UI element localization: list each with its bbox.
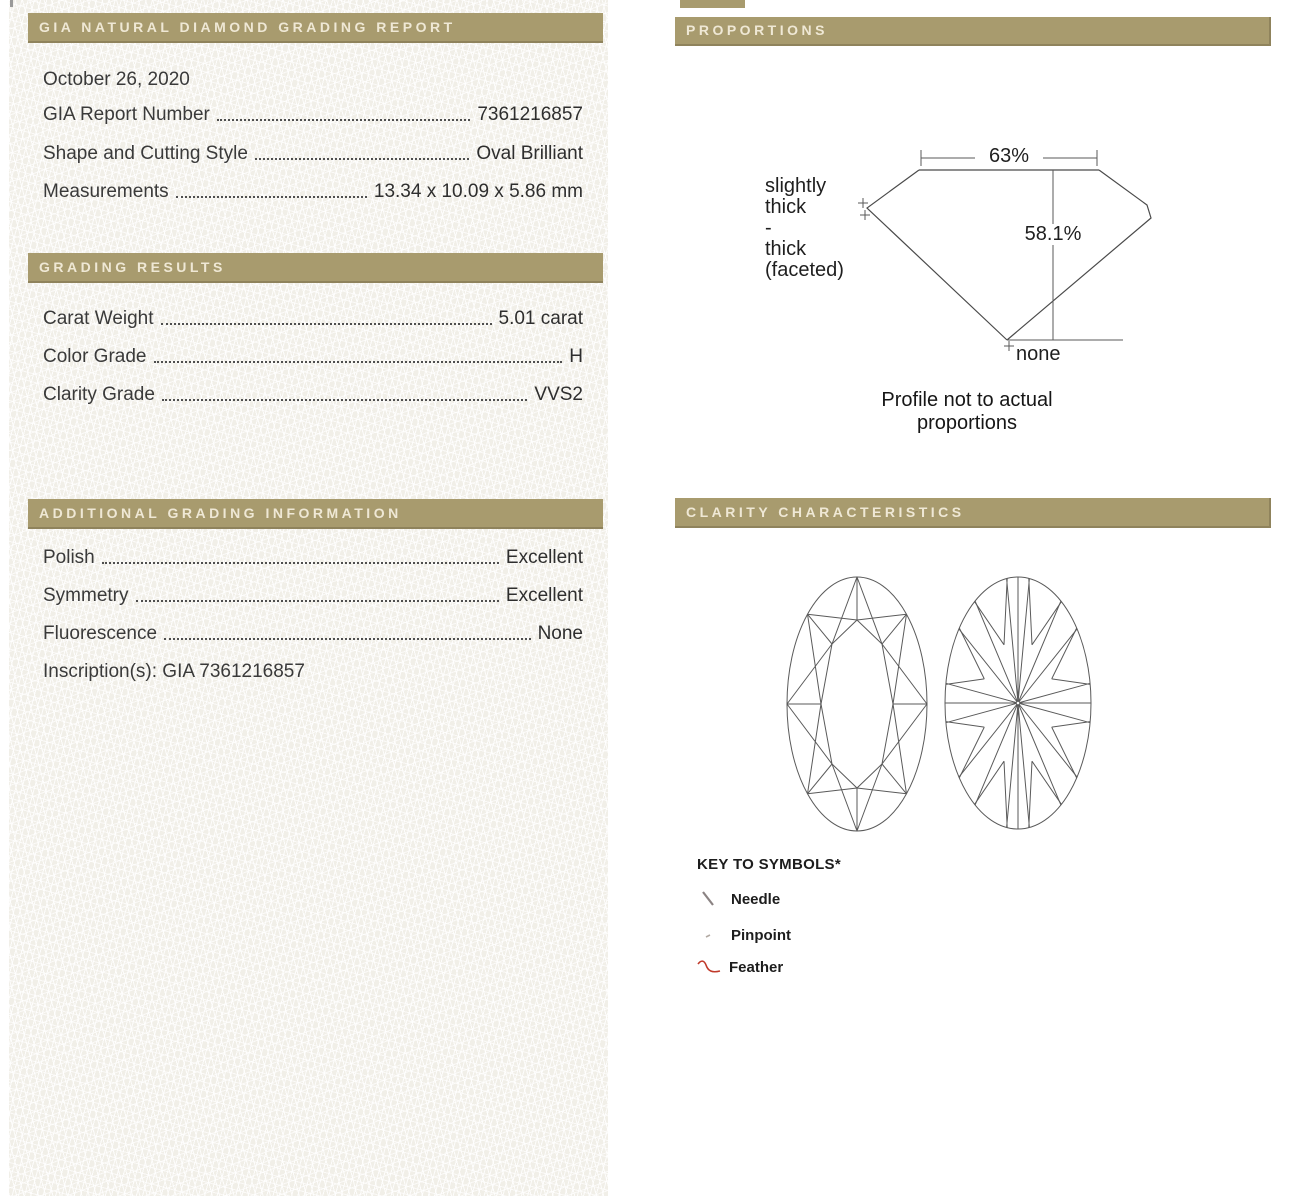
row-label: Carat Weight bbox=[43, 308, 154, 329]
dot-leader bbox=[136, 600, 499, 602]
key-row-needle bbox=[698, 889, 780, 909]
report-row bbox=[43, 346, 583, 368]
top-left-mark bbox=[10, 0, 13, 7]
report-row bbox=[43, 623, 583, 645]
section-header-report bbox=[28, 13, 603, 43]
girdle-line: thick bbox=[765, 196, 807, 218]
depth-percentage: 58.1% bbox=[1012, 224, 1094, 245]
report-row bbox=[43, 181, 583, 203]
section-header-proportions bbox=[675, 17, 1271, 46]
culet-label: none bbox=[1016, 343, 1061, 365]
row-value: None bbox=[537, 623, 583, 644]
dot-leader bbox=[154, 361, 563, 363]
girdle-line: thick bbox=[765, 238, 807, 260]
row-value: 5.01 carat bbox=[498, 308, 583, 329]
profile-diagram bbox=[850, 148, 1170, 353]
key-to-symbols-title: KEY TO SYMBOLS* bbox=[697, 856, 841, 873]
row-value: Oval Brilliant bbox=[476, 143, 583, 164]
girdle-label bbox=[765, 176, 844, 281]
row-label: Measurements bbox=[43, 181, 169, 202]
needle-icon bbox=[698, 889, 722, 909]
dot-leader bbox=[102, 562, 499, 564]
dot-leader bbox=[162, 399, 527, 401]
girdle-line: slightly bbox=[765, 175, 827, 197]
dot-leader bbox=[176, 196, 367, 198]
section-header-clarity bbox=[675, 498, 1271, 528]
dot-leader bbox=[217, 119, 470, 121]
row-label: Color Grade bbox=[43, 346, 147, 367]
table-percentage: 63% bbox=[975, 146, 1043, 167]
report-row bbox=[43, 104, 583, 126]
dot-leader bbox=[164, 638, 531, 640]
report-row bbox=[43, 143, 583, 165]
row-label: Clarity Grade bbox=[43, 384, 155, 405]
key-label: Feather bbox=[729, 958, 784, 976]
section-header-additional bbox=[28, 499, 603, 529]
row-label: GIA Report Number bbox=[43, 104, 210, 125]
row-value: Excellent bbox=[505, 547, 583, 568]
row-value: H bbox=[569, 346, 583, 367]
report-row bbox=[43, 384, 583, 406]
crown-view bbox=[787, 577, 927, 831]
row-value: VVS2 bbox=[534, 384, 583, 405]
section-header-grading-results bbox=[28, 253, 603, 283]
clarity-plot-diagrams bbox=[775, 570, 1105, 842]
key-label: Needle bbox=[731, 890, 781, 908]
girdle-line: (faceted) bbox=[765, 259, 844, 281]
profile-caption: Profile not to actual proportions bbox=[881, 389, 1053, 434]
row-value: 13.34 x 10.09 x 5.86 mm bbox=[373, 181, 583, 202]
row-label: Symmetry bbox=[43, 585, 129, 606]
dot-leader bbox=[255, 158, 469, 160]
feather-icon bbox=[696, 957, 720, 977]
top-bar-fragment bbox=[680, 0, 745, 8]
report-row bbox=[43, 585, 583, 607]
report-date: October 26, 2020 bbox=[43, 69, 190, 90]
row-label: Polish bbox=[43, 547, 95, 568]
inscription-text: Inscription(s): GIA 7361216857 bbox=[43, 661, 305, 682]
dot-leader bbox=[161, 323, 492, 325]
row-label: Fluorescence bbox=[43, 623, 158, 644]
pavilion-view bbox=[945, 577, 1091, 829]
key-row-feather bbox=[696, 957, 783, 977]
report-row bbox=[43, 308, 583, 330]
row-value: Excellent bbox=[505, 585, 583, 606]
row-value: 7361216857 bbox=[477, 104, 583, 125]
section-title: GIA NATURAL DIAMOND GRADING REPORT bbox=[39, 19, 456, 35]
section-title: ADDITIONAL GRADING INFORMATION bbox=[39, 505, 402, 521]
report-row bbox=[43, 547, 583, 569]
section-title: CLARITY CHARACTERISTICS bbox=[686, 504, 965, 520]
key-label: Pinpoint bbox=[731, 926, 791, 944]
pinpoint-icon bbox=[698, 925, 722, 945]
section-title: PROPORTIONS bbox=[686, 22, 828, 38]
section-title: GRADING RESULTS bbox=[39, 259, 226, 275]
row-label: Shape and Cutting Style bbox=[43, 143, 248, 164]
key-row-pinpoint bbox=[698, 925, 791, 945]
girdle-line: - bbox=[765, 217, 772, 239]
